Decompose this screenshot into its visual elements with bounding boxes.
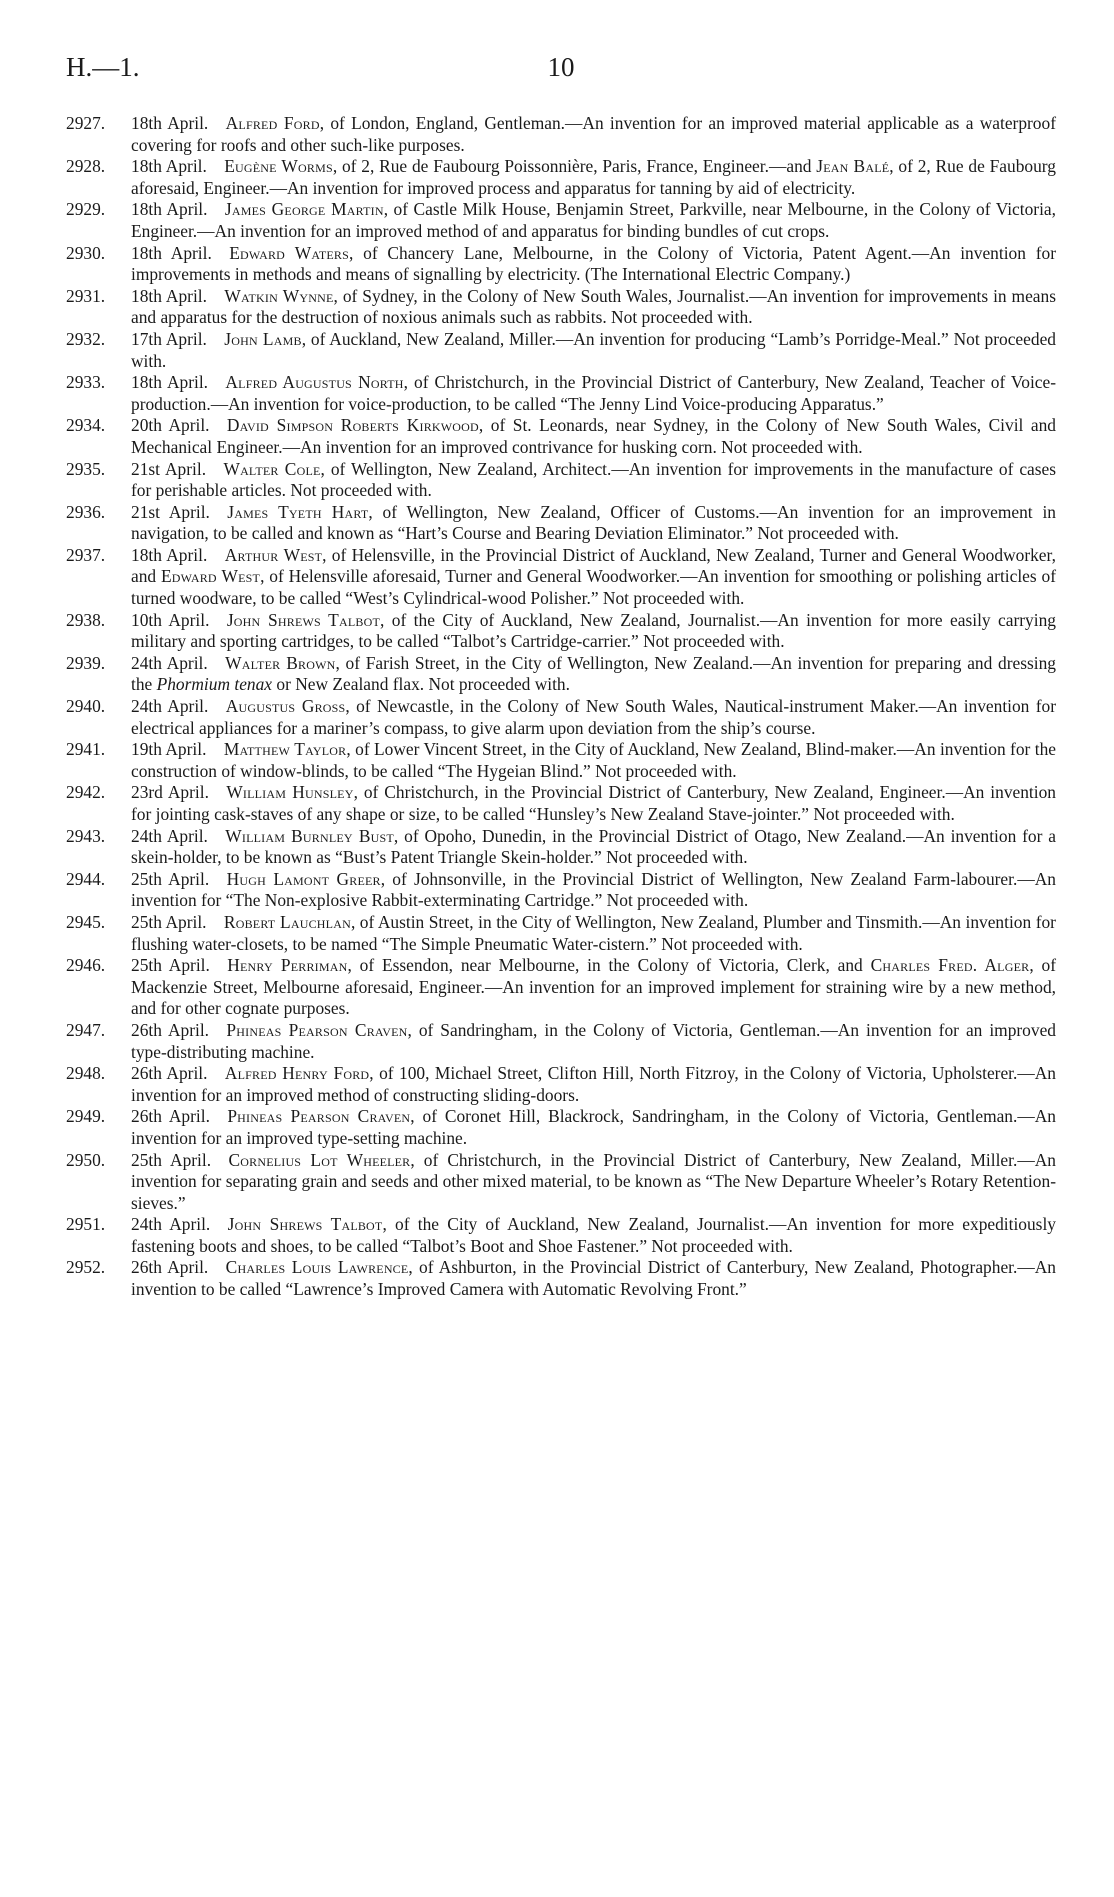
applicant-name: William Burnley Bust: [225, 825, 394, 846]
entry-text: , of Johnsonville, in the Provincial District of Wellington, New Zealand Farm-labourer.—An invention for “The Non-explosive Rabbit-exterminating Cartridge.” Not proceeded with.: [131, 868, 1056, 911]
entry-number: 2939.: [66, 652, 106, 673]
patent-entry: [66, 696, 1056, 739]
patent-entries-list: [66, 113, 1056, 1301]
applicant-name: Alfred Ford: [225, 113, 320, 133]
entry-text: , of London, England, Gentleman.—An invention for an improved material applicable as a waterproof covering for roofs and other such-like purposes.: [131, 113, 1056, 155]
applicant-name: Matthew Taylor: [223, 739, 347, 760]
entry-text: , of Opoho, Dunedin, in the Provincial District of Otago, New Zealand.—An invention for a skein-holder, to be known as “Bust’s Patent Triangle Skein-holder.” Not proceeded with.: [131, 825, 1056, 868]
patent-entry: [66, 1257, 1056, 1300]
applicant-name: James Tyeth Hart: [227, 501, 369, 522]
entry-text: , of the City of Auckland, New Zealand, Journalist.—An invention for more expeditiously fastening boots and shoes, to be called “Talbot’s Boot and Shoe Fastener.” Not proceeded with.: [131, 1214, 1056, 1256]
patent-entry: [66, 955, 1056, 1020]
entry-number: 2937.: [66, 544, 106, 565]
entry-text: , of 100, Michael Street, Clifton Hill, North Fitzroy, in the Colony of Victoria, Upholsterer.—An invention for an improved method of constructing sliding-doors.: [131, 1063, 1056, 1105]
entry-text: , of Wellington, New Zealand, Architect.—An invention for improvements in the manufacture of cases for perishable articles. Not proceeded with.: [131, 458, 1057, 501]
entry-number: 2949.: [66, 1106, 106, 1127]
patent-entry: [66, 1020, 1056, 1063]
patent-entry: [66, 545, 1056, 610]
entry-text: , of St. Leonards, near Sydney, in the Colony of New South Wales, Civil and Mechanical Engineer.—An invention for an improved contrivance for husking corn. Not proceeded with.: [131, 415, 1056, 457]
entry-date: 18th April.: [131, 199, 208, 220]
patent-entry: [66, 329, 1056, 372]
patent-entry: [66, 286, 1056, 329]
entry-date: 25th April.: [131, 1149, 212, 1170]
entry-text: , of Christchurch, in the Provincial District of Canterbury, New Zealand, Engineer.—An invention for jointing cask-staves of any shape or size, to be called “Hunsley’s New Zealand Stave-jointer.” Not proceeded with.: [131, 782, 1056, 824]
entry-text: , of Ashburton, in the Provincial District of Canterbury, New Zealand, Photographer.—An invention to be called “Lawrence’s Improved Camera with Automatic Revolving Front.”: [131, 1257, 1056, 1300]
entry-date: 26th April.: [131, 1257, 209, 1278]
applicant-name: Phineas Pearson Craven: [226, 1019, 408, 1040]
co-applicant-name: Jean Balé: [816, 156, 890, 177]
page-number: 10: [547, 52, 575, 82]
entry-text: , of Helensville, in the Provincial District of Auckland, New Zealand, Turner and General Woodworker, and: [131, 544, 1056, 587]
entry-date: 24th April.: [131, 825, 208, 846]
patent-entry: [66, 113, 1056, 156]
applicant-name: Walter Cole: [223, 458, 321, 479]
entry-conjunction: and: [786, 156, 817, 177]
entry-date: 26th April.: [131, 1019, 209, 1040]
document-reference: H.—1.: [66, 52, 140, 82]
applicant-name: Henry Perriman: [227, 955, 348, 976]
entry-date: 21st April.: [131, 501, 210, 522]
patent-entry: [66, 782, 1056, 825]
entry-date: 25th April.: [131, 911, 207, 932]
patent-entry: [66, 610, 1056, 653]
entry-text: , of Coronet Hill, Blackrock, Sandringham, in the Colony of Victoria, Gentleman.—An invention for an improved type-setting machine.: [131, 1106, 1057, 1148]
applicant-name: James George Martin: [224, 199, 384, 220]
page-header: [66, 52, 1056, 92]
entry-number: 2930.: [66, 242, 106, 263]
applicant-name: David Simpson Roberts Kirkwood: [226, 415, 479, 436]
entry-number: 2948.: [66, 1063, 106, 1084]
entry-number: 2951.: [66, 1214, 106, 1235]
entry-text-continued: , of Mackenzie Street, Melbourne aforesaid, Engineer.—An invention for an improved implement for straining wire by a new method, and for other cognate purposes.: [131, 955, 1056, 1019]
entry-number: 2932.: [66, 328, 106, 349]
patent-entry: [66, 739, 1056, 782]
entry-text: , of Christchurch, in the Provincial District of Canterbury, New Zealand, Miller.—An invention for separating grain and seeds and other mixed material, to be known as “The New Departure Wheeler’s Rotary Retention-sieves.”: [131, 1149, 1056, 1213]
entry-date: 24th April.: [131, 652, 208, 673]
entry-date: 24th April.: [131, 696, 209, 717]
entry-number: 2940.: [66, 696, 106, 717]
entry-text: , of Lower Vincent Street, in the City of Auckland, New Zealand, Blind-maker.—An invention for the construction of window-blinds, to be called “The Hygeian Blind.” Not proceeded with.: [131, 739, 1056, 781]
patent-entry: [66, 199, 1056, 242]
entry-number: 2933.: [66, 372, 106, 393]
entry-text: , of Sandringham, in the Colony of Victoria, Gentleman.—An invention for an improved type-distributing machine.: [131, 1019, 1056, 1062]
patent-entry: [66, 912, 1056, 955]
applicant-name: Edward Waters: [229, 242, 349, 263]
entry-date: 25th April.: [131, 868, 210, 889]
entry-number: 2935.: [66, 458, 106, 479]
entry-date: 19th April.: [131, 739, 207, 760]
entry-date: 18th April.: [131, 544, 208, 565]
applicant-name: Watkin Wynne: [224, 285, 334, 306]
applicant-name: Hugh Lamont Greer: [226, 868, 381, 889]
entry-number: 2941.: [66, 739, 106, 760]
entry-number: 2952.: [66, 1257, 106, 1278]
entry-date: 18th April.: [131, 285, 207, 306]
patent-entry: [66, 1214, 1056, 1257]
entry-text: , of 2, Rue de Faubourg Poissonnière, Paris, France, Engineer.—: [332, 156, 787, 177]
entry-text: , of Farish Street, in the City of Wellington, New Zealand.—An invention for preparing and dressing the: [131, 652, 1056, 695]
entry-number: 2950.: [66, 1149, 106, 1170]
patent-entry: [66, 156, 1056, 199]
entry-date: 18th April.: [131, 242, 212, 263]
applicant-name: Robert Lauchlan: [223, 911, 351, 932]
entry-text: , of Wellington, New Zealand, Officer of Customs.—An invention for an improvement in navigation, to be called and known as “Hart’s Course and Bearing Deviation Eliminator.” Not proceeded with.: [131, 501, 1056, 544]
entry-text: , of Chancery Lane, Melbourne, in the Colony of Victoria, Patent Agent.—An invention for improvements in methods and means of signalling by electricity. (The International Electric Company.): [131, 242, 1056, 285]
entry-number: 2942.: [66, 782, 106, 803]
entry-date: 18th April.: [131, 113, 209, 133]
entry-date: 24th April.: [131, 1214, 211, 1235]
applicant-name: John Lamb: [224, 328, 302, 349]
applicant-name: Alfred Augustus North: [225, 372, 404, 393]
entry-date: 18th April.: [131, 372, 209, 393]
entry-number: 2931.: [66, 285, 106, 306]
entry-date: 25th April.: [131, 955, 210, 976]
patent-entry: [66, 1106, 1056, 1149]
applicant-name: Cornelius Lot Wheeler: [228, 1149, 411, 1170]
entry-date: 26th April.: [131, 1106, 210, 1127]
entry-number: 2938.: [66, 609, 106, 630]
entry-date: 23rd April.: [131, 782, 209, 803]
applicant-name: Walter Brown: [225, 652, 336, 673]
entry-text: , of Christchurch, in the Provincial District of Canterbury, New Zealand, Teacher of Voice-production.—An invention for voice-production, to be called “The Jenny Lind Voice-producing Apparatus.”: [131, 372, 1056, 414]
entry-number: 2927.: [66, 113, 106, 133]
patent-entry: [66, 826, 1056, 869]
entry-number: 2936.: [66, 501, 106, 522]
entry-number: 2944.: [66, 868, 106, 889]
applicant-name: John Shrews Talbot: [227, 1214, 383, 1235]
applicant-name: Alfred Henry Ford: [224, 1063, 370, 1084]
entry-date: 21st April.: [131, 458, 207, 479]
entry-text: , of Castle Milk House, Benjamin Street, Parkville, near Melbourne, in the Colony of Victoria, Engineer.—An invention for an improved method of and apparatus for binding bundles of cut crops.: [131, 199, 1056, 241]
entry-number: 2947.: [66, 1019, 106, 1040]
applicant-name: Charles Louis Lawrence: [225, 1257, 409, 1278]
entry-date: 17th April.: [131, 328, 207, 349]
patent-entry: [66, 415, 1056, 458]
entry-number: 2928.: [66, 156, 106, 177]
entry-date: 18th April.: [131, 156, 207, 177]
entry-text: , of Essendon, near Melbourne, in the Colony of Victoria, Clerk, and: [347, 955, 871, 976]
entry-number: 2946.: [66, 955, 106, 976]
applicant-name: Phineas Pearson Craven: [227, 1106, 411, 1127]
applicant-name: Arthur West: [224, 544, 323, 565]
entry-italic-text: Phormium tenax: [156, 674, 273, 695]
entry-text: , of Sydney, in the Colony of New South Wales, Journalist.—An invention for improvements in means and apparatus for the destruction of noxious animals such as rabbits. Not proceeded with.: [131, 285, 1056, 328]
entry-date: 26th April.: [131, 1063, 208, 1084]
co-applicant-name: Charles Fred. Alger: [870, 955, 1030, 976]
entry-text: , of Newcastle, in the Colony of New South Wales, Nautical-instrument Maker.—An invention for electrical appliances for a mariner’s compass, to give alarm upon deviation from the ship’s course.: [131, 696, 1057, 738]
patent-entry: [66, 653, 1056, 696]
applicant-name: William Hunsley: [226, 782, 354, 803]
patent-entry: [66, 1063, 1056, 1106]
entry-text: , of the City of Auckland, New Zealand, Journalist.—An invention for more easily carrying military and sporting cartridges, to be called “Talbot’s Cartridge-carrier.” Not proceeded with.: [131, 609, 1056, 652]
applicant-name: Augustus Gross: [225, 696, 346, 717]
patent-entry: [66, 459, 1056, 502]
entry-text-continued: , of Helensville aforesaid, Turner and General Woodworker.—An invention for smoothing or polishing articles of turned woodware, to be called “West’s Cylindrical-wood Polisher.” Not proceeded with.: [131, 566, 1056, 609]
co-applicant-name: Edward West: [160, 566, 261, 587]
entry-number: 2929.: [66, 199, 106, 220]
applicant-name: John Shrews Talbot: [226, 609, 381, 630]
applicant-name: Eugène Worms: [224, 156, 333, 177]
entry-number: 2934.: [66, 415, 106, 436]
entry-text-continued: , of 2, Rue de Faubourg aforesaid, Engineer.—An invention for improved process and apparatus for tanning by aid of electricity.: [131, 156, 1056, 198]
entry-number: 2945.: [66, 911, 106, 932]
patent-entry: [66, 243, 1056, 286]
entry-text: , of Auckland, New Zealand, Miller.—An invention for producing “Lamb’s Porridge-Meal.” Not proceeded with.: [131, 328, 1056, 371]
patent-entry: [66, 869, 1056, 912]
patent-entry: [66, 372, 1056, 415]
entry-text-continued: or New Zealand flax. Not proceeded with.: [272, 674, 570, 695]
entry-date: 20th April.: [131, 415, 210, 436]
entry-text: , of Austin Street, in the City of Wellington, New Zealand, Plumber and Tinsmith.—An invention for flushing water-closets, to be named “The Simple Pneumatic Water-cistern.” Not proceeded with.: [131, 911, 1056, 954]
patent-entry: [66, 1150, 1056, 1215]
entry-number: 2943.: [66, 825, 106, 846]
entry-date: 10th April.: [131, 609, 210, 630]
patent-entry: [66, 502, 1056, 545]
